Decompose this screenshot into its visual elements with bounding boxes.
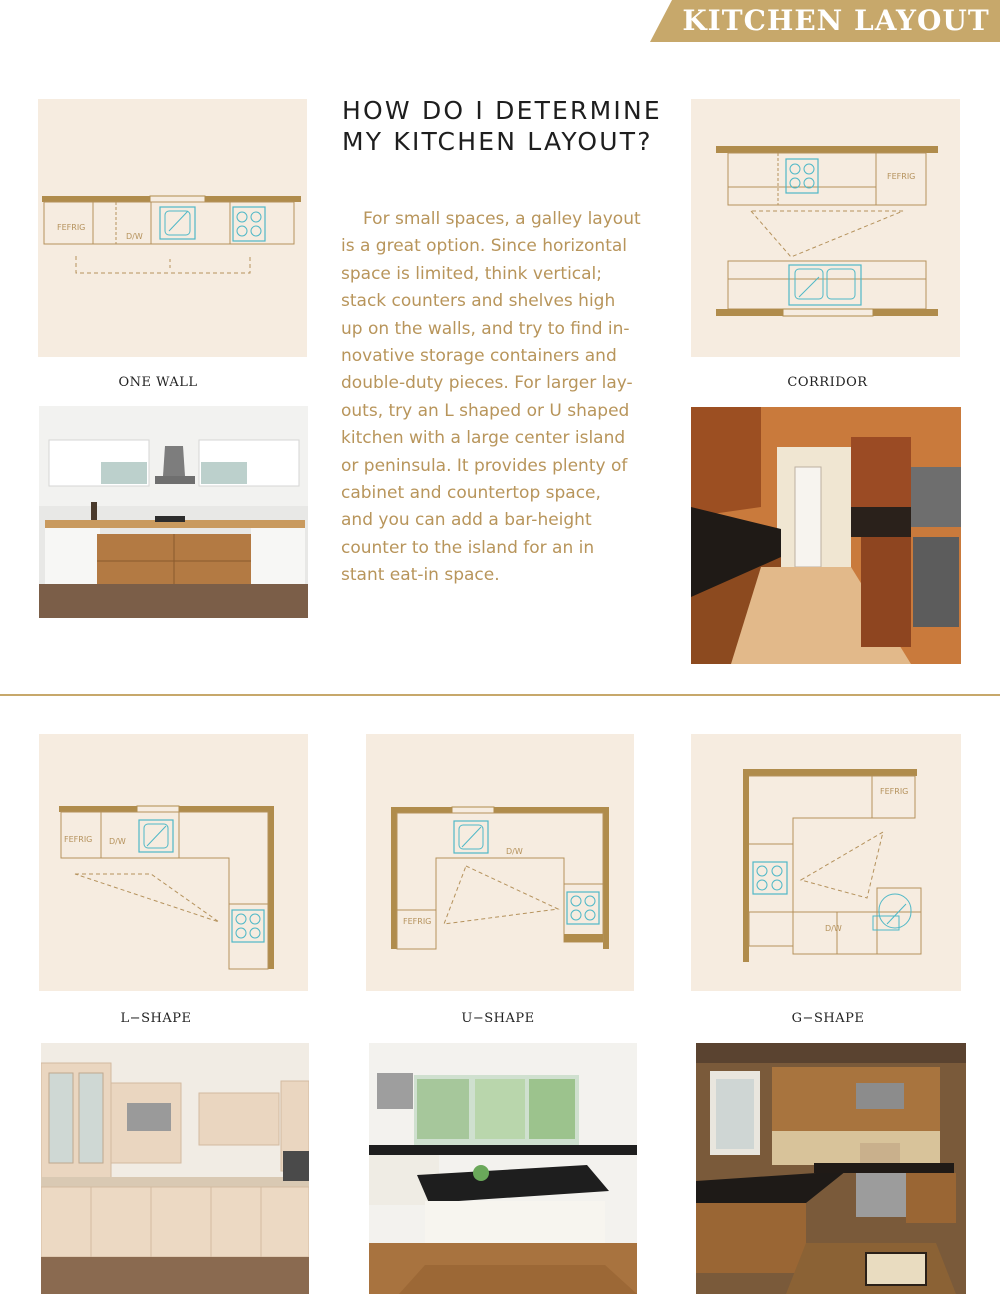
section-divider — [0, 694, 1000, 696]
caption-one-wall: ONE WALL — [118, 375, 198, 390]
g-shape-photo — [696, 1043, 966, 1294]
fridge-label: FEFRIG — [64, 835, 93, 844]
body-line: double-duty pieces. For larger lay- — [341, 373, 633, 394]
fridge-label: FEFRIG — [403, 917, 432, 926]
body-line: is a great option. Since horizontal — [341, 236, 628, 257]
body-line: novative storage containers and — [341, 346, 617, 367]
body-line: counter to the island for an in — [341, 537, 595, 558]
l-shape-photo — [41, 1043, 309, 1294]
one-wall-photo — [39, 406, 308, 618]
fridge-label: FEFRIG — [887, 172, 916, 181]
article-body — [341, 206, 656, 590]
dishwasher-label: D/W — [825, 924, 842, 933]
body-line: stant eat-in space. — [341, 565, 500, 586]
one-wall-diagram — [38, 99, 307, 357]
caption-corridor: CORRIDOR — [787, 375, 868, 390]
body-line: stack counters and shelves high — [341, 291, 616, 312]
body-line: and you can add a bar-height — [341, 510, 592, 531]
dishwasher-label: D/W — [109, 837, 126, 846]
corridor-photo — [691, 407, 961, 664]
body-line: For small spaces, a galley layout — [363, 209, 641, 229]
body-line: cabinet and countertop space, — [341, 483, 601, 504]
body-line: up on the walls, and try to find in- — [341, 318, 630, 339]
page-title: KITCHEN LAYOUT — [682, 4, 990, 37]
body-line: outs, try an L shaped or U shaped — [341, 400, 630, 421]
caption-l-shape: L−SHAPE — [120, 1011, 192, 1026]
l-shape-diagram — [39, 734, 308, 991]
caption-u-shape: U−SHAPE — [461, 1011, 535, 1026]
body-line: or peninsula. It provides plenty of — [341, 455, 628, 476]
caption-g-shape: G−SHAPE — [791, 1011, 865, 1026]
dishwasher-label: D/W — [506, 847, 523, 856]
dishwasher-label: D/W — [126, 232, 143, 241]
header-banner — [650, 0, 1000, 42]
u-shape-diagram — [366, 734, 634, 991]
g-shape-diagram — [691, 734, 961, 991]
fridge-label: FEFRIG — [880, 787, 909, 796]
article-heading — [342, 95, 672, 157]
body-line: kitchen with a large center island — [341, 428, 626, 449]
heading-line-2: MY KITCHEN LAYOUT? — [342, 127, 653, 156]
u-shape-photo — [369, 1043, 637, 1294]
body-line: space is limited, think vertical; — [341, 263, 603, 284]
heading-line-1: HOW DO I DETERMINE — [342, 96, 662, 125]
fridge-label: FEFRIG — [57, 223, 86, 232]
corridor-diagram — [691, 99, 960, 357]
